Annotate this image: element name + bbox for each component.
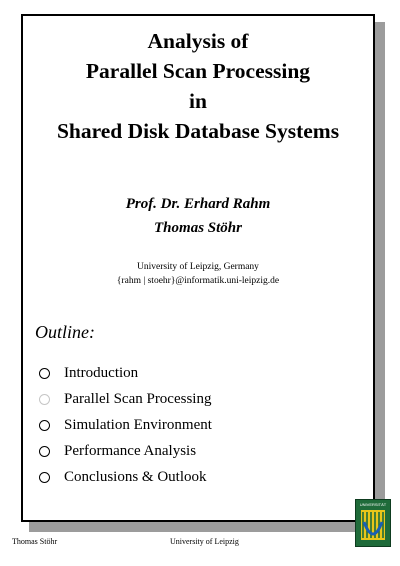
outline-item bbox=[39, 360, 212, 386]
circle-bullet-icon bbox=[39, 446, 50, 457]
affiliation bbox=[23, 260, 373, 288]
outline-heading: Outline: bbox=[35, 322, 95, 342]
circle-bullet-icon bbox=[39, 368, 50, 379]
outline-item-label: Parallel Scan Processing bbox=[64, 390, 212, 407]
outline-item bbox=[39, 464, 212, 490]
slide bbox=[21, 14, 375, 522]
author-name: Prof. Dr. Erhard Rahm bbox=[125, 196, 271, 212]
outline-item bbox=[39, 438, 212, 464]
title-line: in bbox=[189, 89, 207, 113]
title-line: Parallel Scan Processing bbox=[85, 59, 311, 83]
logo-emblem-icon bbox=[356, 500, 390, 546]
footer-institution: University of Leipzig bbox=[170, 537, 239, 546]
author-name: Thomas Stöhr bbox=[154, 220, 242, 236]
outline-list bbox=[39, 360, 212, 490]
outline-item bbox=[39, 386, 212, 412]
outline-item-label: Conclusions & Outlook bbox=[64, 468, 207, 485]
footer-author: Thomas Stöhr bbox=[12, 537, 58, 546]
circle-bullet-icon bbox=[39, 472, 50, 483]
outline-item-label: Introduction bbox=[64, 364, 139, 381]
email-line: {rahm | stoehr}@informatik.uni-leipzig.de bbox=[116, 276, 280, 286]
circle-bullet-icon bbox=[39, 420, 50, 431]
outline-item bbox=[39, 412, 212, 438]
outline-item-label: Simulation Environment bbox=[64, 416, 212, 433]
university-logo bbox=[355, 499, 391, 547]
logo-text: UNIVERSITÄT bbox=[359, 502, 387, 507]
authors bbox=[23, 192, 373, 240]
affiliation-line: University of Leipzig, Germany bbox=[137, 262, 259, 272]
slide-title bbox=[23, 26, 373, 146]
outline-item-label: Performance Analysis bbox=[64, 442, 197, 459]
title-line: Shared Disk Database Systems bbox=[56, 119, 340, 143]
title-line: Analysis of bbox=[147, 29, 249, 53]
circle-bullet-icon bbox=[39, 394, 50, 405]
